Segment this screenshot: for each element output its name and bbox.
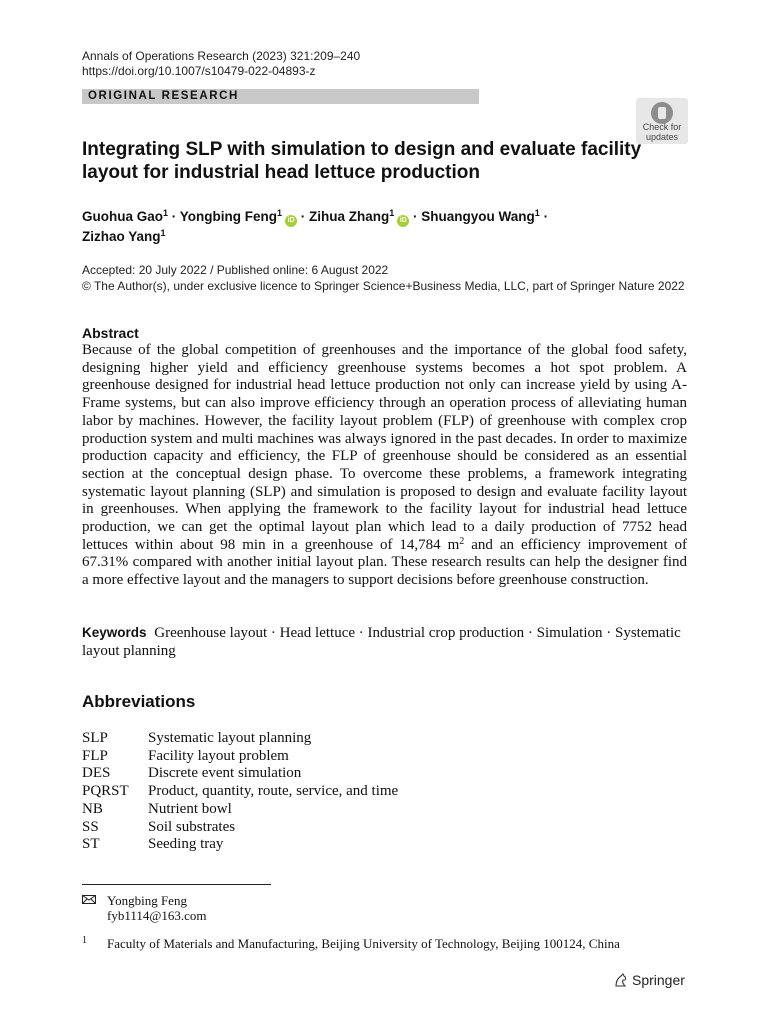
publisher-logo	[613, 971, 685, 989]
orcid-icon[interactable]: iD	[285, 215, 297, 227]
author[interactable]: Yongbing Feng$^1$	[179, 208, 283, 224]
copyright-line: © The Author(s), under exclusive licence to Springer Science+Business Media, LLC, part of Springer Nature 2022	[82, 279, 685, 293]
keywords	[82, 624, 682, 660]
bookmark-icon	[651, 102, 673, 124]
footnote-divider	[82, 884, 271, 885]
corresponding-author-email[interactable]: fyb1114@163.com	[107, 908, 207, 923]
corresponding-author	[107, 893, 206, 923]
article-category: ORIGINAL RESEARCH	[88, 90, 239, 102]
affiliation: Faculty of Materials and Manufacturing, Beijing University of Technology, Beijing 100124, China	[107, 936, 620, 951]
abbreviation-row: SLP Systematic layout planning	[82, 730, 312, 746]
abbreviation-row: FLP Facility layout problem	[82, 747, 289, 764]
abbreviation-row: PQRST Product, quantity, route, service, and time	[82, 783, 399, 800]
publication-dates	[82, 262, 685, 294]
abstract-body: Because of the global competition of greenhouses and the importance of the global food safety, designing higher yield and efficiency greenhouse systems becomes a hot spot problem. A greenhouse designed for industrial head lettuce production not only can increase yield by using A-Frame systems, but can also improve efficiency through an operation process of alleviating human labor by machines. However, the facility layout problem (FLP) of greenhouse with complex crop production system and multi machines was always ignored in the past decades. In order to maximize production capacity and efficiency, the FLP of greenhouse should be considered as an essential section at the conceptual design phase. To overcome these problems, a framework integrating systematic layout planning (SLP) and simulation is proposed to design and evaluate facility layout in greenhouses. When applying the framework to the facility layout for industrial head lettuce production, we can get the optimal layout plan which lead to a daily production of 7752 head lettuces within about 98 min in a greenhouse of 14,784 $m^2$ and an efficiency improvement of 67.31% compared with another initial layout plan. These research results can help the designer find a more effective layout and the managers to support decisions before greenhouse construction.	[82, 342, 687, 589]
abstract-heading: Abstract	[82, 325, 139, 341]
doi-link[interactable]: https://doi.org/10.1007/s10479-022-04893-z	[82, 64, 316, 78]
author[interactable]: Zihua Zhang$^1$	[309, 208, 395, 224]
keywords-list: Greenhouse layout · Head lettuce · Industrial crop production · Simulation · Systematic layout planning	[82, 625, 681, 659]
check-for-updates-label: Check for updates	[642, 122, 682, 142]
envelope-icon	[82, 895, 96, 904]
check-for-updates-badge[interactable]	[636, 98, 688, 144]
article-category-bar	[82, 89, 479, 104]
author[interactable]: Zizhao Yang$^1$	[82, 228, 166, 244]
orcid-icon[interactable]: iD	[397, 215, 409, 227]
abbreviations-heading: Abbreviations	[82, 692, 196, 711]
author[interactable]: Guohua Gao$^1$	[82, 208, 169, 224]
publisher-name: Springer	[632, 972, 685, 988]
author[interactable]: Shuangyou Wang$^1$	[421, 208, 540, 224]
abbreviation-row: SS Soil substrates	[82, 818, 236, 835]
abbreviations-list	[82, 730, 398, 854]
abbreviation-row: ST Seeding tray	[82, 836, 224, 853]
corresponding-author-name: Yongbing Feng	[107, 893, 187, 908]
journal-citation: Annals of Operations Research (2023) 321:209–240	[82, 49, 361, 63]
springer-horse-icon	[613, 972, 629, 988]
abbreviation-row: NB Nutrient bowl	[82, 800, 232, 817]
author-list: Guohua Gao$^1$ · Yongbing Feng$^1$iD · Zihua Zhang$^1$iD · Shuangyou Wang$^1$ · Zizhao Yang$^1$	[82, 208, 549, 244]
affiliation-number: 1	[82, 935, 87, 946]
abbreviation-row: DES Discrete event simulation	[82, 765, 302, 782]
keywords-label: Keywords	[82, 625, 147, 640]
paper-title: Integrating SLP with simulation to design and evaluate facility layout for industrial head lettuce production	[82, 139, 642, 183]
journal-info	[82, 49, 360, 79]
accepted-published-line: Accepted: 20 July 2022 / Published online: 6 August 2022	[82, 263, 389, 277]
